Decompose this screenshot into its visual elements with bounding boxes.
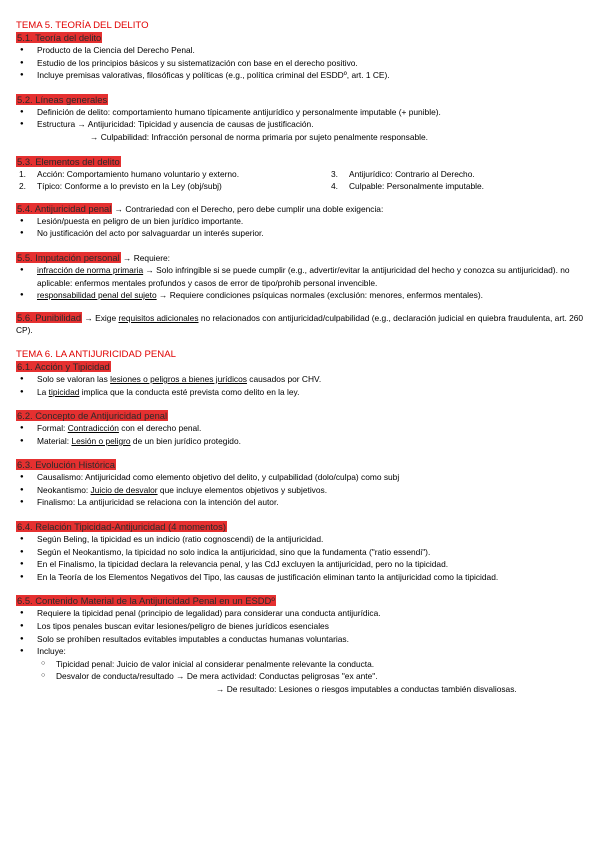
section-5-6-paragraph: 5.6. Punibilidad → Exige requisitos adicionales no relacionados con antijuricidad/culpabilidad (e.g., declaración judicial en quiebra fraudulenta, art. 260 CP). — [16, 311, 584, 336]
list-item: ● Según el Neokantismo, la tipicidad no solo indica la antijuricidad, sino que la fundamenta ("ratio essendi"). — [16, 546, 586, 559]
section-6-3-list — [16, 471, 586, 509]
tema-5-title: TEMA 5. TEORÍA DEL DELITO — [16, 20, 149, 31]
list-item: ● Material: Lesión o peligro de un bien jurídico protegido. — [16, 435, 586, 448]
list-item: ● Finalismo: La antijuricidad se relaciona con la intención del autor. — [16, 496, 586, 509]
list-item: ● Estudio de los principios básicos y su sistematización con base en el derecho positivo. — [16, 57, 586, 70]
list-item: ● Neokantismo: Juicio de desvalor que incluye elementos objetivos y subjetivos. — [16, 484, 586, 497]
numbered-item: 2. Típico: Conforme a lo previsto en la Ley (obj/subj) — [19, 181, 222, 192]
list-item: ● Solo se prohíben resultados evitables imputables a conductas humanas voluntarias. — [16, 633, 586, 646]
section-6-5-highlight: 6.5. Contenido Material de la Antijuricidad Penal en un ESDDº — [17, 595, 275, 607]
section-5-6-highlight: 5.6. Punibilidad — [17, 311, 82, 323]
numbered-item: 3. Antijurídico: Contrario al Derecho. — [331, 168, 475, 179]
list-continuation: → De resultado: Lesiones o riesgos imputables a conductas también disvaliosas. — [216, 684, 517, 694]
list-item: ● Los tipos penales buscan evitar lesiones/peligro de bienes jurídicos esenciales — [16, 620, 586, 633]
list-item: ● Lesión/puesta en peligro de un bien jurídico importante. — [16, 215, 586, 228]
sub-list-item: ○ Desvalor de conducta/resultado → De mera actividad: Conductas peligrosas "ex ante". — [16, 670, 586, 683]
section-5-4-heading: 5.4. Antijuricidad penal → Contrariedad con el Derecho, pero debe cumplir una doble exigencia: — [17, 202, 384, 214]
section-5-3-heading — [16, 156, 586, 168]
section-6-1-highlight: 6.1. Acción y Tipicidad — [17, 360, 110, 372]
section-6-1-heading — [16, 361, 586, 373]
list-item: ● Solo se valoran las lesiones o peligros a bienes jurídicos causados por CHV. — [16, 373, 586, 386]
section-6-4-list — [16, 533, 586, 583]
section-5-2-heading — [16, 94, 586, 106]
section-5-3-numbered-list — [16, 168, 586, 193]
list-item: ● La tipicidad implica que la conducta esté prevista como delito en la ley. — [16, 386, 586, 399]
list-item: ● Incluye: — [16, 645, 586, 658]
section-6-4-highlight: 6.4. Relación Tipicidad-Antijuricidad (4 momentos) — [17, 521, 226, 533]
list-item: ● Producto de la Ciencia del Derecho Penal. — [16, 44, 586, 57]
section-5-1-heading — [16, 32, 586, 44]
sub-list-item: ○ Tipicidad penal: Juicio de valor inicial al considerar penalmente relevante la conducta. — [16, 658, 586, 671]
section-6-4-heading — [16, 521, 586, 533]
section-5-5-list — [16, 264, 586, 302]
list-item: ● Incluye premisas valorativas, filosóficas y políticas (e.g., política criminal del ESDDº, art. 1 CE). — [16, 69, 586, 82]
section-5-4-list — [16, 215, 586, 240]
list-item: ● Requiere la tipicidad penal (principio de legalidad) para considerar una conducta antijurídica. — [16, 607, 586, 620]
list-item: ● En el Finalismo, la tipicidad declara la relevancia penal, y las CdJ excluyen la antijuricidad, pero no la tipicidad. — [16, 558, 586, 571]
list-item: ● Formal: Contradicción con el derecho penal. — [16, 422, 586, 435]
list-item: ● Definición de delito: comportamiento humano típicamente antijurídico y personalmente imputable (+ punible). — [16, 106, 586, 119]
list-item: ● responsabilidad penal del sujeto → Requiere condiciones psíquicas normales (exclusión: menores, enfermos mentales). — [16, 289, 586, 302]
document-page — [16, 20, 586, 696]
tema-6-title: TEMA 6. LA ANTIJURICIDAD PENAL — [16, 348, 176, 360]
section-6-2-heading — [16, 410, 586, 422]
section-6-3-highlight: 6.3. Evolución Histórica — [17, 459, 115, 471]
section-5-2-list — [16, 106, 586, 131]
list-item: ● Causalismo: Antijuricidad como elemento objetivo del delito, y culpabilidad (dolo/culpa) como subj — [16, 471, 586, 484]
section-5-2-highlight: 5.2. Líneas generales — [17, 93, 108, 105]
list-item: ● En la Teoría de los Elementos Negativos del Tipo, las causas de justificación eliminan tanto la antijuricidad como la tipicidad. — [16, 571, 586, 584]
section-5-5-highlight: 5.5. Imputación personal — [17, 251, 120, 263]
numbered-item: 4. Culpable: Personalmente imputable. — [331, 181, 485, 192]
list-item: ● No justificación del acto por salvaguardar un interés superior. — [16, 227, 586, 240]
section-6-1-list — [16, 373, 586, 398]
section-5-1-highlight: 5.1. Teoría del delito — [17, 32, 102, 43]
numbered-item: 1. Acción: Comportamiento humano voluntario y externo. — [19, 168, 240, 179]
list-item: ● Según Beling, la tipicidad es un indicio (ratio cognoscendi) de la antijuricidad. — [16, 533, 586, 546]
list-item: ● infracción de norma primaria → Solo infringible si se puede cumplir (e.g., advertir/evitar la antijuricidad del hecho y conozca su antijuricidad). no aplicable: enfermos mentales profundos y casos de error de tipo/prohib personal invencible. — [16, 264, 586, 289]
section-6-2-list — [16, 422, 586, 447]
section-6-5-list — [16, 607, 586, 683]
section-5-5-heading: 5.5. Imputación personal → Requiere: — [17, 251, 171, 263]
list-continuation: → Culpabilidad: Infracción personal de norma primaria por sujeto penalmente responsable. — [90, 131, 428, 142]
section-5-3-highlight: 5.3. Elementos del delito — [17, 155, 120, 167]
section-6-5-heading — [16, 595, 586, 607]
section-5-4-highlight: 5.4. Antijuricidad penal — [17, 202, 112, 214]
list-item: ● Estructura → Antijuricidad: Tipicidad y ausencia de causas de justificación. — [16, 118, 586, 131]
section-6-3-heading — [16, 459, 586, 471]
section-5-1-list — [16, 44, 586, 82]
section-6-2-highlight: 6.2. Concepto de Antijuricidad penal — [17, 410, 168, 422]
